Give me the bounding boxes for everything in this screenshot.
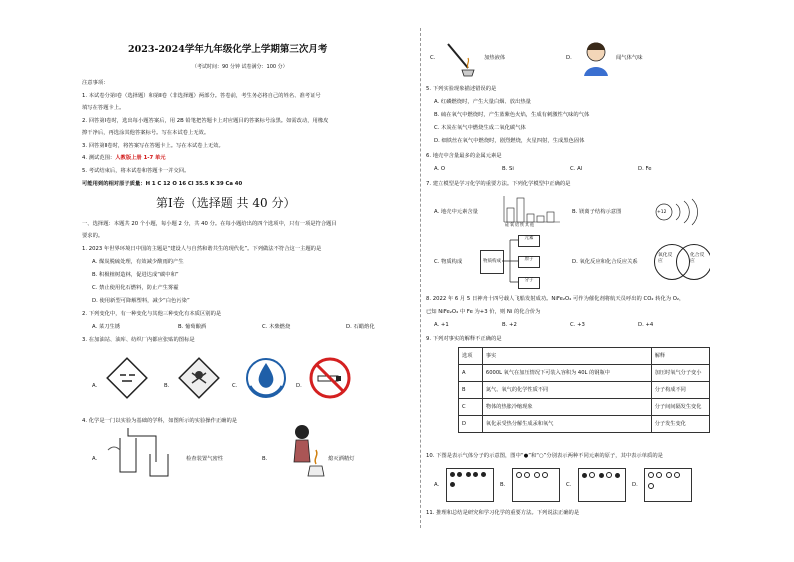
q3-option-d: D. [296,383,302,389]
q2-option-b: B. 葡萄酿酒 [178,324,207,330]
toxic-sign-icon [176,355,222,401]
q1-option-a: A. 煤炭脱硫处理，有效减少酸雨的产生 [92,259,184,265]
q6-stem: 6. 地壳中含量最多的金属元素是 [426,153,502,159]
q3-option-a: A. [92,383,98,389]
table-header-cell: 解释 [651,348,709,365]
q2-option-a: A. 菜刀生锈 [92,324,121,330]
heating-liquid-icon [442,38,482,78]
bar-other [547,212,554,222]
atomic-masses: 可能用到的相对原子质量：H 1 C 12 O 16 Cl 35.5 K 39 Ca 40 [82,181,243,187]
q8-option-c: C. +3 [570,322,585,328]
section-intro-a: 一、选择题：本题共 20 个小题，每小题 2 分，共 40 分。在每小题给出的四个选项中，只有一项是符合题目 [82,221,337,227]
q5-stem: 5. 下列实验现象描述错误的是 [426,86,497,92]
q8-option-b: B. +2 [502,322,517,328]
q8-option-a: A. +1 [434,322,449,328]
white-atom-icon [656,472,662,478]
crust-bar-labels [505,222,535,227]
q4-option-a: A. [92,456,98,462]
white-atom-icon [516,472,522,478]
water-saving-icon [244,356,288,400]
table-cell: C [459,399,483,416]
smelling-gas-icon [578,38,614,78]
q4-caption-d: 闻气体气味 [616,55,643,61]
table-cell: B [459,382,483,399]
table-cell: 氮气、氧气的化学性质不同 [482,382,651,399]
table-cell: A [459,365,483,382]
table-header-row [459,348,710,365]
molecule-box-a [446,468,494,502]
q1-option-d: D. 使用新型可降解塑料，减少“白色污染” [92,298,190,304]
q5-option-c: C. 木炭在氧气中燃烧生成二氧化碳气体 [434,125,526,131]
q4-caption-b: 熄灭酒精灯 [328,456,355,462]
note-1b: 填写在答题卡上。 [82,105,125,111]
alcohol-lamp-icon [280,422,340,482]
white-atom-icon [542,472,548,478]
mg-nucleus-label: +12 [657,210,667,215]
column-divider [420,28,421,528]
q4-caption-c: 加热液体 [484,55,506,61]
white-atom-icon [606,472,612,478]
molecule-box-c [578,468,626,502]
test-scope: 人教版上册 1-7 单元 [115,155,166,161]
q10-option-d: D. [632,482,638,488]
bar-label: 铁 [520,222,525,227]
atom-box: 原子 [518,256,540,268]
q10-option-c: C. [566,482,572,488]
molecule-box-d [644,468,692,502]
q3-stem: 3. 在加油站、油库、纺织厂内都应张贴的图标是 [82,337,195,343]
bar-iron [537,216,544,222]
black-atom-icon [450,472,455,477]
q5-option-a: A. 红磷燃烧时，产生大量白烟、放出热量 [434,99,531,105]
table-cell: 分子发生变化 [651,416,709,433]
bar-label: 硅 [505,222,510,227]
section-intro-b: 要求的。 [82,233,104,239]
exam-title: 2023-2024学年九年级化学上学期第三次月考 [128,44,328,55]
q3-option-c: C. [232,383,238,389]
molecule-box: 分子 [518,277,540,289]
notes-heading: 注意事项： [82,80,109,86]
exam-subtitle: （考试时间：90 分钟 试卷满分：100 分） [192,64,288,70]
table-cell: 物体的热胀冷缩现象 [482,399,651,416]
table-cell: D [459,416,483,433]
white-atom-icon [666,472,672,478]
table-row [459,416,710,433]
q2-option-d: D. 石蜡熔化 [346,324,375,330]
structure-connectors [502,234,518,290]
white-atom-icon [524,472,530,478]
q11-stem: 11. 推理和总结是研究和学习化学的重要方法。下列说法正确的是 [426,510,580,516]
note-4-label: 4. 测试范围： [82,155,116,161]
q10-stem: 10. 下图是表示气体分子的示意图，图中“●”和“○”分别表示两种不同元素的原子，其中表示单质的是 [426,453,663,459]
note-1a: 1. 本试卷分第Ⅰ卷（选择题）和第Ⅱ卷（非选择题）两部分。答卷前，考生务必将自己的姓名、准考证号 [82,93,321,99]
bar-label: 氧 [510,222,515,227]
q4-stem: 4. 化学是一门以实验为基础的学科，如图所示的实验操作正确的是 [82,418,238,424]
q7-stem: 7. 建立模型是学习化学的重要方法。下列化学模型中正确的是 [426,181,571,187]
table-header-cell: 选项 [459,348,483,365]
q7-option-b: B. 镁离子结构示意图 [572,209,622,215]
left-column [82,0,420,562]
bar-silicon [507,208,514,222]
black-atom-icon [466,472,471,477]
table-cell: 分子构成不同 [651,382,709,399]
note-2b: 擦干净后，再选涂其他答案标号。写在本试卷上无效。 [82,130,210,136]
q6-option-b: B. Si [502,166,514,172]
black-atom-icon [457,472,462,477]
table-header-cell: 事实 [482,348,651,365]
bar-label: 铝 [515,222,520,227]
white-atom-icon [534,472,540,478]
element-box: 元素 [518,235,540,247]
section-title: 第Ⅰ卷（选择题 共 40 分） [156,196,296,210]
q4-option-b: B. [262,456,268,462]
right-column [426,0,710,562]
q7-option-a: A. 地壳中元素含量 [434,209,478,215]
q8-line-2: 已知 NiFe₂O₄ 中 Fe 为+3 价，则 Ni 的化合价为 [426,309,541,315]
table-cell: 分子间间隔发生变化 [651,399,709,416]
q9-table [458,347,710,433]
substance-box: 物质构成 [480,250,504,274]
black-atom-icon [473,472,478,477]
q6-option-c: C. Al [570,166,583,172]
combination-label: 化合反应 [690,253,705,264]
note-5: 5. 考试结束后，将本试卷和答题卡一并交回。 [82,168,190,174]
q6-option-d: D. Fe [638,166,652,172]
black-atom-icon [615,473,620,478]
white-atom-icon [589,472,595,478]
bar-label: 其他 [525,222,535,227]
q1-option-c: C. 禁止使用化石燃料，防止产生雾霾 [92,285,179,291]
q1-option-b: B. 积极植树造林，促进达成“碳中和” [92,272,179,278]
bar-oxygen [517,198,524,222]
black-atom-icon [481,472,486,477]
table-row [459,382,710,399]
black-atom-icon [599,473,604,478]
white-atom-icon [648,472,654,478]
q4-option-c: C. [430,55,436,61]
black-atom-icon [582,473,587,478]
note-2a: 2. 回答第Ⅰ卷时，选出每小题答案后，用 2B 铅笔把答题卡上对应题目的答案标号涂黑。如需改动，用橡皮 [82,118,329,124]
bar-aluminum [527,214,534,222]
table-cell: 加压时氧气分子变小 [651,365,709,382]
q6-option-a: A. O [434,166,446,172]
note-3: 3. 回答第Ⅱ卷时，将答案写在答题卡上。写在本试卷上无效。 [82,143,224,149]
table-cell: 氧化汞受热分解生成汞和氧气 [482,416,651,433]
table-row [459,365,710,382]
white-atom-icon [674,472,680,478]
q10-option-a: A. [434,482,440,488]
no-smoking-icon [308,356,352,400]
q4-caption-a: 检查装置气密性 [186,456,224,462]
q2-stem: 2. 下列变化中，有一种变化与其他三种变化有本质区别的是 [82,311,222,317]
q5-option-d: D. 细铁丝在氧气中燃烧时，剧烈燃烧，火星四射，生成黑色固体 [434,138,585,144]
white-atom-icon [648,483,654,489]
table-row [459,399,710,416]
oxidation-label: 氧化反应 [658,253,673,264]
q2-option-c: C. 木柴燃烧 [262,324,291,330]
q5-option-b: B. 硫在氧气中燃烧时，产生蓝紫色火焰，生成有刺激性气味的气体 [434,112,590,118]
table-cell: 6000L 氧气在加压情况下可装入容积为 40L 的钢瓶中 [482,365,651,382]
molecule-box-b [512,468,560,502]
q7-option-c: C. 物质构成 [434,259,463,265]
black-atom-icon [450,482,455,487]
corrosive-sign-icon [104,355,150,401]
q7-option-d: D. 氧化反应和化合反应关系 [572,259,638,265]
q4-option-d: D. [566,55,572,61]
q8-line-1: 8. 2022 年 6 月 5 日神舟十四号载人飞船发射成功。NiFe₂O₄ 可作为催化剂将航天员呼出的 CO₂ 转化为 O₂， [426,296,685,302]
note-4 [82,155,166,162]
q1-stem: 1. 2023 年世界环境日中国的主题是“建设人与自然和谐共生的现代化”。下列做法不符合这一主题的是 [82,246,322,252]
q10-option-b: B. [500,482,506,488]
q9-stem: 9. 下列对事实的解释不正确的是 [426,336,502,342]
q8-option-d: D. +4 [638,322,654,328]
q3-option-b: B. [164,383,170,389]
airtightness-apparatus-icon [106,428,176,484]
